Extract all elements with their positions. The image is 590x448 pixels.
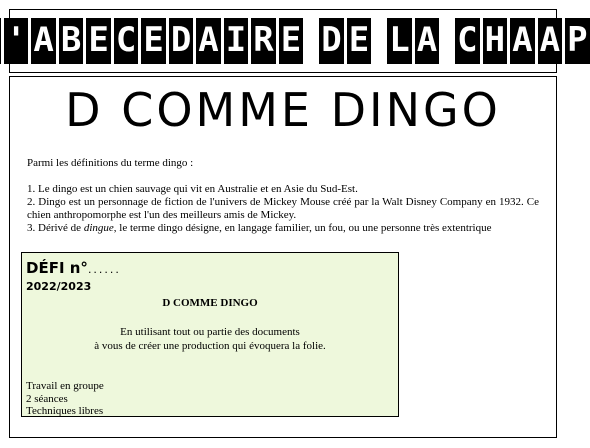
defi-label xyxy=(26,260,121,278)
header-letter: C xyxy=(114,18,138,64)
main-content xyxy=(9,76,557,438)
instruction-line: En utilisant tout ou partie des documents xyxy=(120,326,300,338)
header-letter: A xyxy=(510,18,534,64)
header-letter: A xyxy=(196,18,220,64)
header-letter: L xyxy=(387,18,411,64)
header-letter: I xyxy=(224,18,248,64)
header-letter xyxy=(306,18,316,64)
defi-details xyxy=(26,380,104,418)
header-letter xyxy=(374,18,384,64)
header-letter: D xyxy=(319,18,343,64)
definition-list xyxy=(27,183,539,235)
header-letter: C xyxy=(455,18,479,64)
defi-instructions xyxy=(22,325,398,353)
definition-item: 1. Le dingo est un chien sauvage qui vit en Australie et en Asie du Sud-Est. xyxy=(27,183,358,195)
detail-item: 2 séances xyxy=(26,392,68,405)
header-banner xyxy=(5,9,588,73)
header-letter: A xyxy=(415,18,439,64)
defi-label-text: DÉFI n° xyxy=(26,259,88,277)
detail-item: Travail en groupe xyxy=(26,380,104,392)
header-letter: D xyxy=(169,18,193,64)
defi-number-dots: ...... xyxy=(87,263,121,276)
header-letter: E xyxy=(347,18,371,64)
header-letter: P xyxy=(565,18,589,64)
intro-text: Parmi les définitions du terme dingo : xyxy=(27,157,194,169)
definition-emphasis: dingue xyxy=(83,222,114,234)
definition-prefix: 3. Dérivé de xyxy=(27,222,84,234)
header-letter xyxy=(442,18,452,64)
header-letter: H xyxy=(483,18,507,64)
instruction-line: à vous de créer une production qui évoquera la folie. xyxy=(94,340,326,352)
header-letter: B xyxy=(59,18,83,64)
header-letter: R xyxy=(251,18,275,64)
page-title: D COMME DINGO xyxy=(65,83,501,137)
header-letter: A xyxy=(31,18,55,64)
header-letter: E xyxy=(86,18,110,64)
header-letter xyxy=(0,18,1,64)
header-letter: A xyxy=(538,18,562,64)
defi-title: D COMME DINGO xyxy=(162,297,258,309)
definition-item: 2. Dingo est un personnage de fiction de l'univers de Mickey Mouse créé par la Walt Disney Company en 1932. Ce chien anthropomorphe est l'un des meilleurs amis de Mickey. xyxy=(27,196,539,221)
detail-item: Techniques libres xyxy=(26,405,104,417)
header-letter: ' xyxy=(4,18,28,64)
definition-suffix: , le terme dingo désigne, en langage familier, un fou, ou une personne très extentrique xyxy=(113,222,492,234)
defi-box xyxy=(21,252,399,417)
header-letter: E xyxy=(141,18,165,64)
definition-item xyxy=(27,222,539,235)
header-title xyxy=(0,18,590,64)
defi-year: 2022/2023 xyxy=(26,280,92,293)
header-letter: E xyxy=(279,18,303,64)
